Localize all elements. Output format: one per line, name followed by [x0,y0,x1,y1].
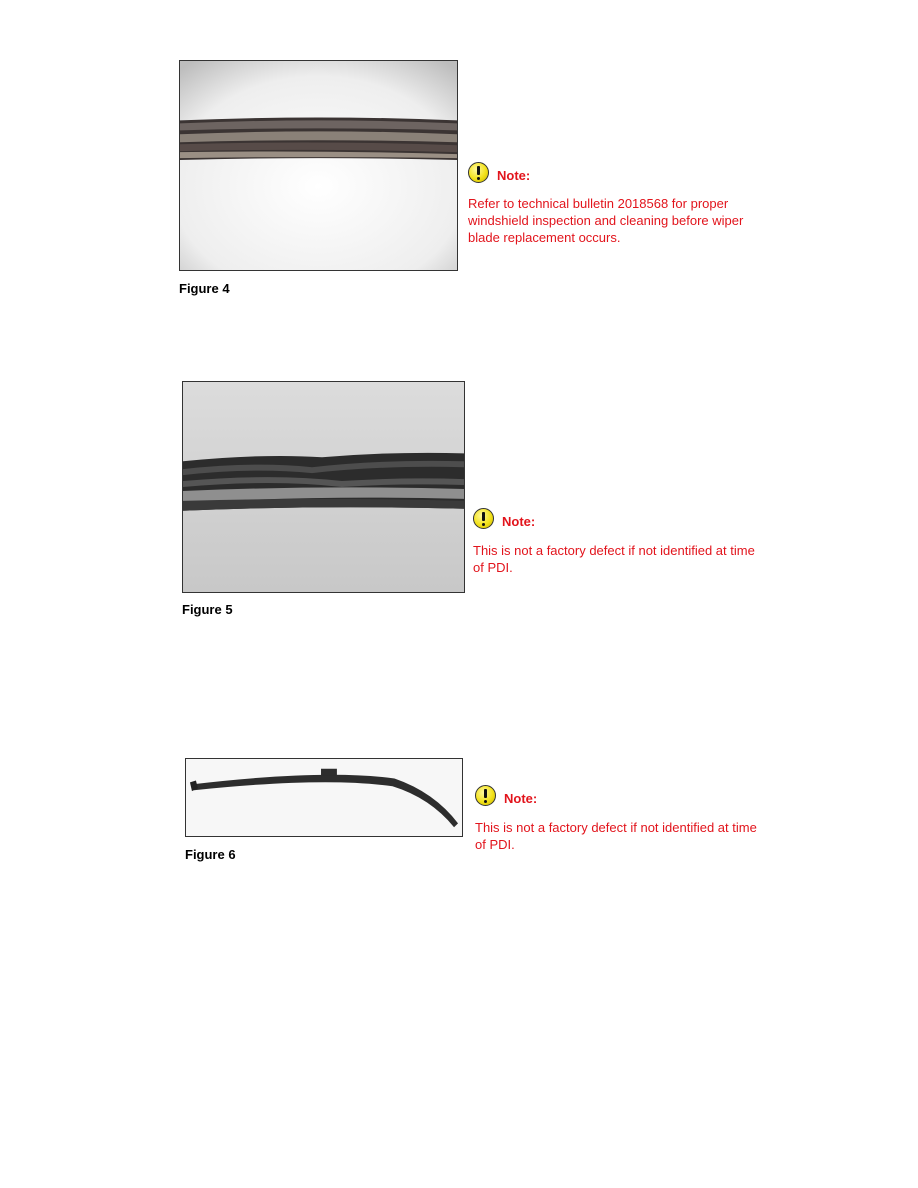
wiper-blade-full-image [186,759,462,836]
figure-6-note-text: This is not a factory defect if not identified at time of PDI. [475,820,757,852]
figure-4-photo [179,60,458,271]
wiper-blade-damaged-image [183,382,464,592]
figure-5-caption: Figure 5 [182,602,233,617]
figure-5-note-text: This is not a factory defect if not identified at time of PDI. [473,543,755,575]
figure-4-note-heading [468,162,530,183]
caution-exclamation-icon [468,162,489,183]
figure-6-note-heading [475,785,537,806]
note-label: Note: [497,168,531,183]
figure-5-photo [182,381,465,593]
figure-5-note-heading [473,508,535,529]
figure-6-caption: Figure 6 [185,847,236,862]
note-label: Note: [502,514,536,529]
figure-4-note-text: Refer to technical bulletin 2018568 for proper windshield inspection and cleaning before wiper blade replacement occurs. [468,196,744,245]
wiper-blade-closeup-image [180,61,457,270]
caution-exclamation-icon [473,508,494,529]
caution-exclamation-icon [475,785,496,806]
figure-6-photo [185,758,463,837]
figure-4-caption: Figure 4 [179,281,230,296]
note-label: Note: [504,791,538,806]
